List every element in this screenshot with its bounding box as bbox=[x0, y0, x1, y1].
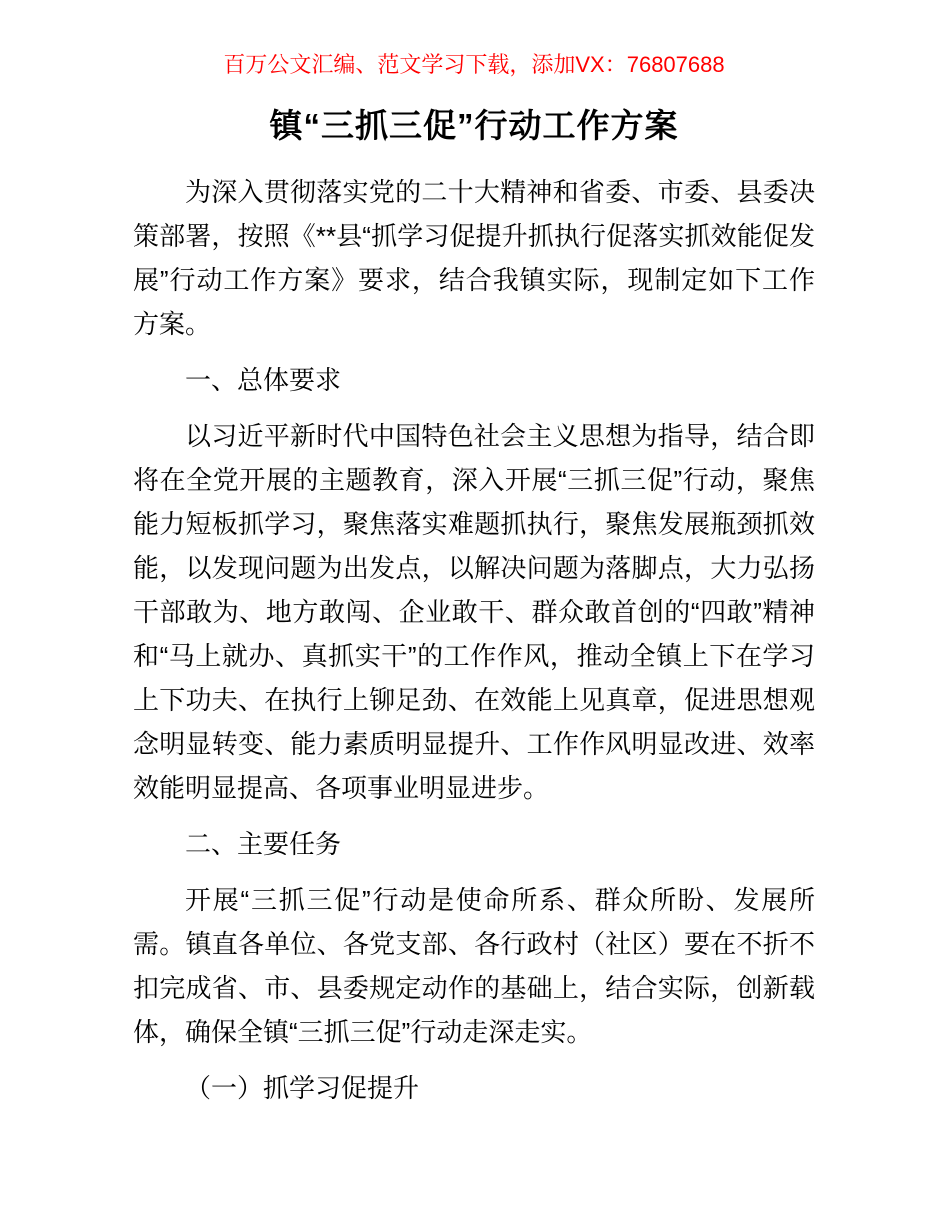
section-heading-overall-requirements: 一、总体要求 bbox=[185, 365, 342, 395]
overall-requirements-paragraph: 以习近平新时代中国特色社会主义思想为指导，结合即将在全党开展的主题教育，深入开展“三抓三促”行动，聚焦能力短板抓学习，聚焦落实难题抓执行，聚焦发展瓶颈抓效能，以发现问题为出发点，以解决问题为落脚点，大力弘扬干部敢为、地方敢闯、企业敢干、群众敢首创的“四敢”精神和“马上就办、真抓实干”的工作作风，推动全镇上下在学习上下功夫、在执行上铆足劲、在效能上见真章，促进思想观念明显转变、能力素质明显提升、工作作风明显改进、效率效能明显提高、各项事业明显进步。 bbox=[133, 421, 815, 803]
document-title: 镇“三抓三促”行动工作方案 bbox=[269, 107, 679, 144]
main-tasks-paragraph: 开展“三抓三促”行动是使命所系、群众所盼、发展所需。镇直各单位、各党支部、各行政村（社区）要在不折不扣完成省、市、县委规定动作的基础上，结合实际，创新载体，确保全镇“三抓三促”行动走深走实。 bbox=[133, 885, 815, 1047]
section-heading-main-tasks: 二、主要任务 bbox=[185, 829, 342, 859]
intro-paragraph: 为深入贯彻落实党的二十大精神和省委、市委、县委决策部署，按照《**县“抓学习促提升抓执行促落实抓效能促发展”行动工作方案》要求，结合我镇实际，现制定如下工作方案。 bbox=[133, 177, 815, 339]
document-body bbox=[133, 170, 815, 1110]
subsection-heading-study-promotion: （一）抓学习促提升 bbox=[185, 1073, 420, 1103]
promo-notice-text: 百万公文汇编、范文学习下载，添加VX：76807688 bbox=[223, 52, 725, 77]
